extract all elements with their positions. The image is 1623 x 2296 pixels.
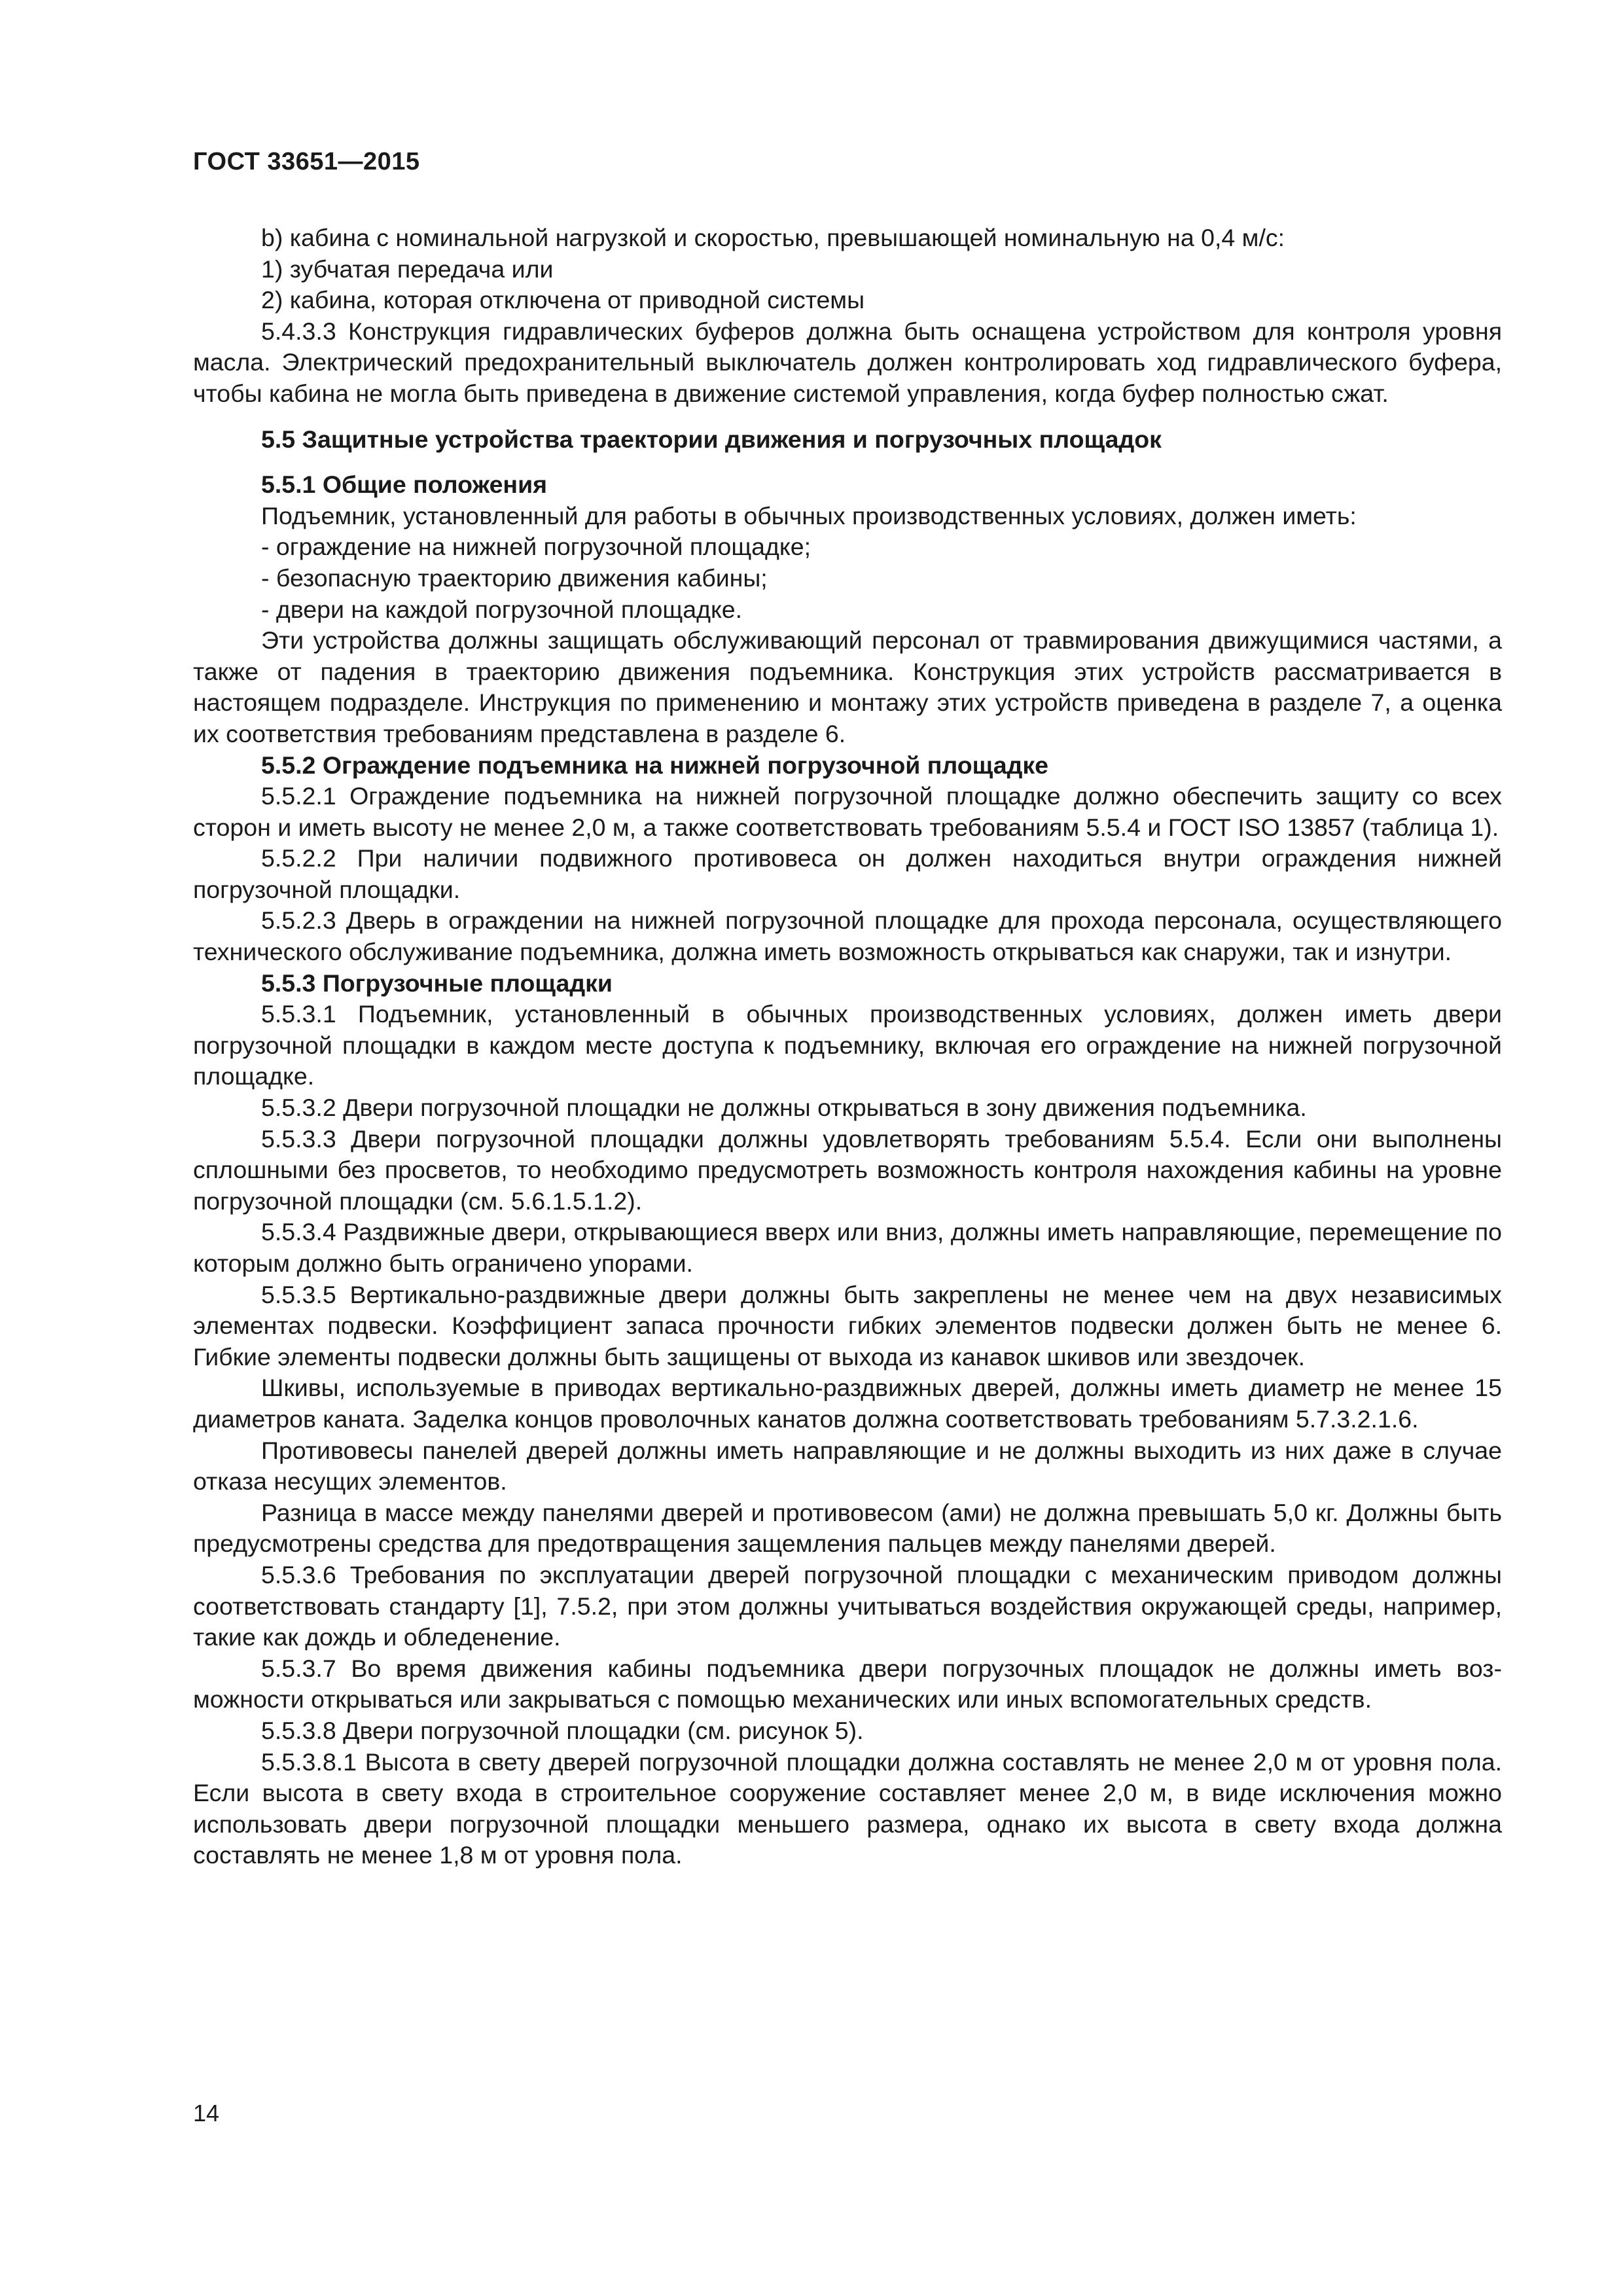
paragraph: 5.5.3.4 Раздвижные двери, открывающиеся вверх или вниз, должны иметь направляющие, перемещение по которым должно быть ограничено упорами. [193,1218,1502,1277]
list-item: - безопасную траекторию движения кабины; [261,564,768,592]
document-header: ГОСТ 33651—2015 [193,148,420,175]
document-body [193,223,1502,1871]
paragraph: 5.4.3.3 Конструкция гидравлических буферов должна быть оснащена устройством для контроля уровня масла. Электрический предохранительный выключатель должен контролировать ход гидравлического буфера, чтобы кабина не могла быть приведена в движение системой управления, когда буфер полностью сжат. [193,317,1502,407]
paragraph: Эти устройства должны защищать обслуживающий персонал от травмирования движущимися частями, а также от падения в траекторию движения подъемника. Конструкция этих устройств рассматривается в настоящем подразделе. Инструкция по применению и монтажу этих устройств приведена в разделе 7, а оценка их соответствия требованиям представлена в разделе 6. [193,626,1502,747]
paragraph: 5.5.2.2 При наличии подвижного противовеса он должен находиться внутри ограждения нижней погрузочной площадки. [193,844,1502,903]
paragraph: Шкивы, используемые в приводах вертикально-раздвижных дверей, должны иметь диаметр не менее 15 диаметров каната. Заделка концов проволочных канатов должна соответствовать требованиям 5.7.3.2.1.6. [193,1374,1502,1433]
paragraph: Противовесы панелей дверей должны иметь направляющие и не должны выходить из них даже в случае отказа несущих элементов. [193,1436,1502,1496]
paragraph: 5.5.3.5 Вертикально-раздвижные двери должны быть закреплены не менее чем на двух независимых элементах подвески. Коэффициент запаса прочности гибких элементов подвески должен быть не менее 6. Гибкие элементы подвески должны быть защищены от выхода из канавок шкивов или звездочек. [193,1280,1502,1371]
paragraph: 5.5.3.2 Двери погрузочной площадки не должны открываться в зону движения подъемника. [261,1094,1307,1122]
paragraph: Подъемник, установленный для работы в обычных производственных условиях, должен иметь: [261,501,1357,529]
subsection-heading-5-5-3: 5.5.3 Погрузочные площадки [261,969,613,997]
list-item: - двери на каждой погрузочной площадке. [261,595,743,623]
paragraph: 5.5.3.7 Во время движения кабины подъемника двери погрузочных площадок не должны иметь возможности открываться или закрываться с помощью механических или иных вспомогательных средств. [193,1654,1502,1713]
subsection-heading-5-5-1: 5.5.1 Общие положения [261,471,548,499]
paragraph: 5.5.3.3 Двери погрузочной площадки должны удовлетворять требованиям 5.5.4. Если они выполнены сплошными без просветов, то необходимо предусмотреть возможность контроля нахождения кабины на уровне погрузочной площадки (см. 5.6.1.5.1.2). [193,1124,1502,1215]
paragraph: b) кабина с номинальной нагрузкой и скоростью, превышающей номинальную на 0,4 м/с: [261,224,1285,251]
subsection-heading-5-5-2: 5.5.2 Ограждение подъемника на нижней погрузочной площадке [261,751,1049,779]
paragraph: 5.5.3.1 Подъемник, установленный в обычных производственных условиях, должен иметь двери погрузочной площадки в каждом месте доступа к подъемнику, включая его ограждение на нижней погрузочной площадке. [193,1000,1502,1090]
paragraph: 5.5.3.8 Двери погрузочной площадки (см. рисунок 5). [261,1716,864,1744]
paragraph: 5.5.2.3 Дверь в ограждении на нижней погрузочной площадке для прохода персонала, осуществляющего технического обслуживание подъемника, должна иметь возможность открываться как снаружи, так и изнутри. [193,906,1502,966]
paragraph: 5.5.3.8.1 Высота в свету дверей погрузочной площадки должна составлять не менее 2,0 м от уровня пола. Если высота в свету входа в строительное сооружение составляет менее 2,0 м, в виде исключения можно использовать двери погрузочной площадки меньшего размера, однако их высота в свету входа должна составлять не менее 1,8 м от уровня пола. [193,1748,1502,1869]
page-number: 14 [193,2100,220,2126]
paragraph: Разница в массе между панелями дверей и противовесом (ами) не должна превышать 5,0 кг. Должны быть предусмотрены средства для предотвращения защемления пальцев между панелями дверей. [193,1498,1502,1558]
paragraph: 1) зубчатая передача или [261,255,554,283]
paragraph: 2) кабина, которая отключена от приводной системы [261,286,865,314]
paragraph: 5.5.3.6 Требования по эксплуатации дверей погрузочной площадки с механическим приводом должны соответствовать стандарту [1], 7.5.2, при этом должны учитываться воздействия окружающей среды, например, такие как дождь и обледенение. [193,1560,1502,1651]
section-heading-5-5: 5.5 Защитные устройства траектории движения и погрузочных площадок [261,425,1162,453]
list-item: - ограждение на нижней погрузочной площадке; [261,533,812,561]
paragraph: 5.5.2.1 Ограждение подъемника на нижней погрузочной площадке должно обеспечить защиту со всех сторон и иметь высоту не менее 2,0 м, а также соответствовать требованиям 5.5.4 и ГОСТ ISO 13857 (таблица 1). [193,782,1502,841]
